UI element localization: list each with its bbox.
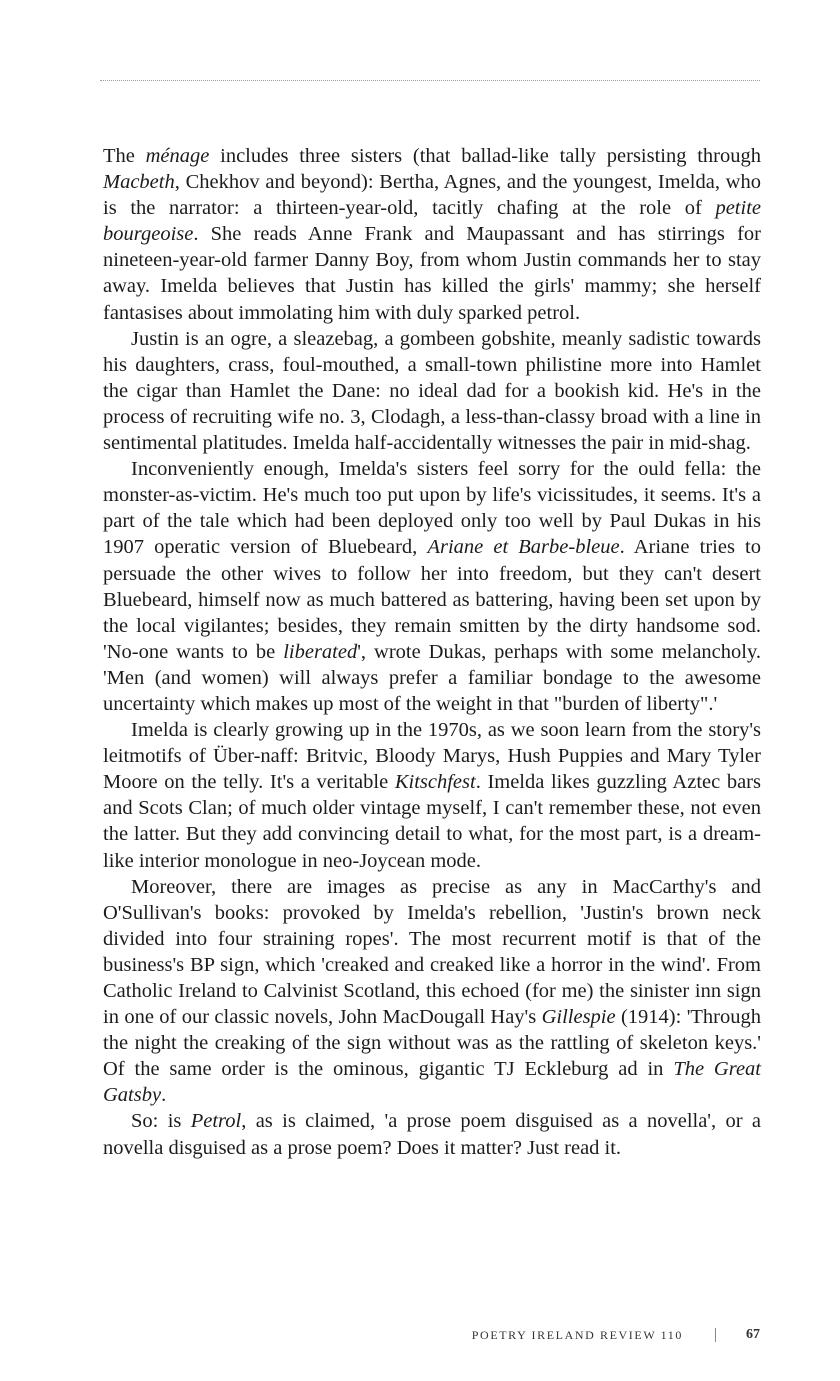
text-segment-italic: Kitschfest bbox=[394, 771, 476, 794]
text-segment-italic: ménage bbox=[145, 145, 210, 167]
text-segment: Justin is an ogre, a sleazebag, a gombeen gobshite, meanly sadistic towards his daughters, crass, foul-mouthed, a small-town philistine more into Hamlet the cigar than Hamlet the Dane: no ideal dad for a bookish kid. He's in the process of recruiting wife no. 3, Clodagh, a less-than-classy broad with a line in sentimental platitudes. Imelda half-accidentally witnesses the pair in mid-shag. bbox=[103, 327, 761, 455]
paragraph-6 bbox=[103, 1108, 761, 1160]
text-segment: Inconveniently enough, Imelda's sisters feel sorry for the ould fella: the monster-as-victim. He's much too put upon by life's vicissitudes, it seems. It's a part of the tale which had been deployed only too well by Paul Dukas in his 1907 operatic version of Bluebeard, bbox=[103, 458, 761, 559]
paragraph-1 bbox=[103, 143, 761, 326]
paragraph-2 bbox=[103, 326, 761, 456]
text-segment: , Chekhov and beyond): Bertha, Agnes, and the youngest, Imelda, who is the narrator: a thirteen-year-old, tacitly chafing at the role of bbox=[103, 171, 761, 220]
text-segment-italic: Petrol bbox=[190, 1110, 242, 1133]
journal-title: POETRY IRELAND REVIEW 110 bbox=[471, 1327, 683, 1342]
text-segment: ', wrote Dukas, perhaps with some melancholy. 'Men (and women) will always prefer a familiar bondage to the awesome uncertainty which makes up most of the weight in that "burden of liberty".' bbox=[103, 640, 762, 715]
footer-divider bbox=[715, 1328, 716, 1342]
text-segment-italic: Gillespie bbox=[541, 1006, 616, 1029]
paragraph-5 bbox=[103, 874, 761, 1109]
page-footer bbox=[472, 1327, 760, 1343]
text-segment: . Ariane tries to persuade the other wives to follow her into freedom, but they can't desert Bluebeard, himself now as much battered as battering, having been set upon by the local vigilantes; besides, they remain smitten by the dirty handsome sod. 'No-one wants to be bbox=[103, 536, 761, 663]
article-body bbox=[103, 143, 761, 1161]
text-segment: . bbox=[161, 1084, 167, 1107]
text-segment-italic: petite bourgeoise bbox=[103, 197, 761, 246]
text-segment: , as is claimed, 'a prose poem disguised as a novella', or a novella disguised as a prose poem? Does it matter? Just read it. bbox=[103, 1110, 762, 1159]
text-segment: . Imelda likes guzzling Aztec bars and Scots Clan; of much older vintage myself, I can't remember these, not even the latter. But they add convincing detail to what, for the most part, is a dream-like interior monologue in neo-Joycean mode. bbox=[103, 771, 761, 872]
text-segment-italic: liberated bbox=[283, 640, 358, 663]
text-segment: So: is bbox=[131, 1110, 191, 1133]
text-segment-italic: Macbeth bbox=[103, 171, 175, 194]
text-segment-italic: The Great Gatsby bbox=[103, 1058, 761, 1107]
paragraph-4 bbox=[103, 717, 761, 874]
text-segment: Moreover, there are images as precise as any in MacCarthy's and O'Sullivan's books: provoked by Imelda's rebellion, 'Justin's brown neck divided into four straining ropes'. The most recurrent motif is that of the business's BP sign, which 'creaked and creaked like a horror in the wind'. From Catholic Ireland to Calvinist Scotland, this echoed (for me) the sinister inn sign in one of our classic novels, John MacDougall Hay's bbox=[103, 875, 761, 1029]
text-segment: . She reads Anne Frank and Maupassant and has stirrings for nineteen-year-old farmer Danny Boy, from whom Justin commands her to stay away. Imelda believes that Justin has killed the girls' mammy; she herself fantasises about immolating him with duly sparked petrol. bbox=[103, 223, 761, 324]
text-segment: (1914): 'Through the night the creaking of the sign without was as the rattling of skeleton keys.' Of the same order is the ominous, gigantic TJ Eckleburg ad in bbox=[103, 1006, 761, 1081]
text-segment-italic: Ariane et Barbe-bleue bbox=[427, 536, 620, 559]
text-segment: Imelda is clearly growing up in the 1970s, as we soon learn from the story's leitmotifs of Über-naff: Britvic, Bloody Marys, Hush Puppies and Mary Tyler Moore on the telly. It's a veritable bbox=[103, 719, 761, 794]
paragraph-3 bbox=[103, 456, 761, 717]
top-rule bbox=[100, 80, 760, 81]
text-segment: includes three sisters (that ballad-like tally persisting through bbox=[209, 145, 762, 167]
page-number: 67 bbox=[746, 1327, 760, 1342]
text-segment: The bbox=[103, 145, 146, 167]
